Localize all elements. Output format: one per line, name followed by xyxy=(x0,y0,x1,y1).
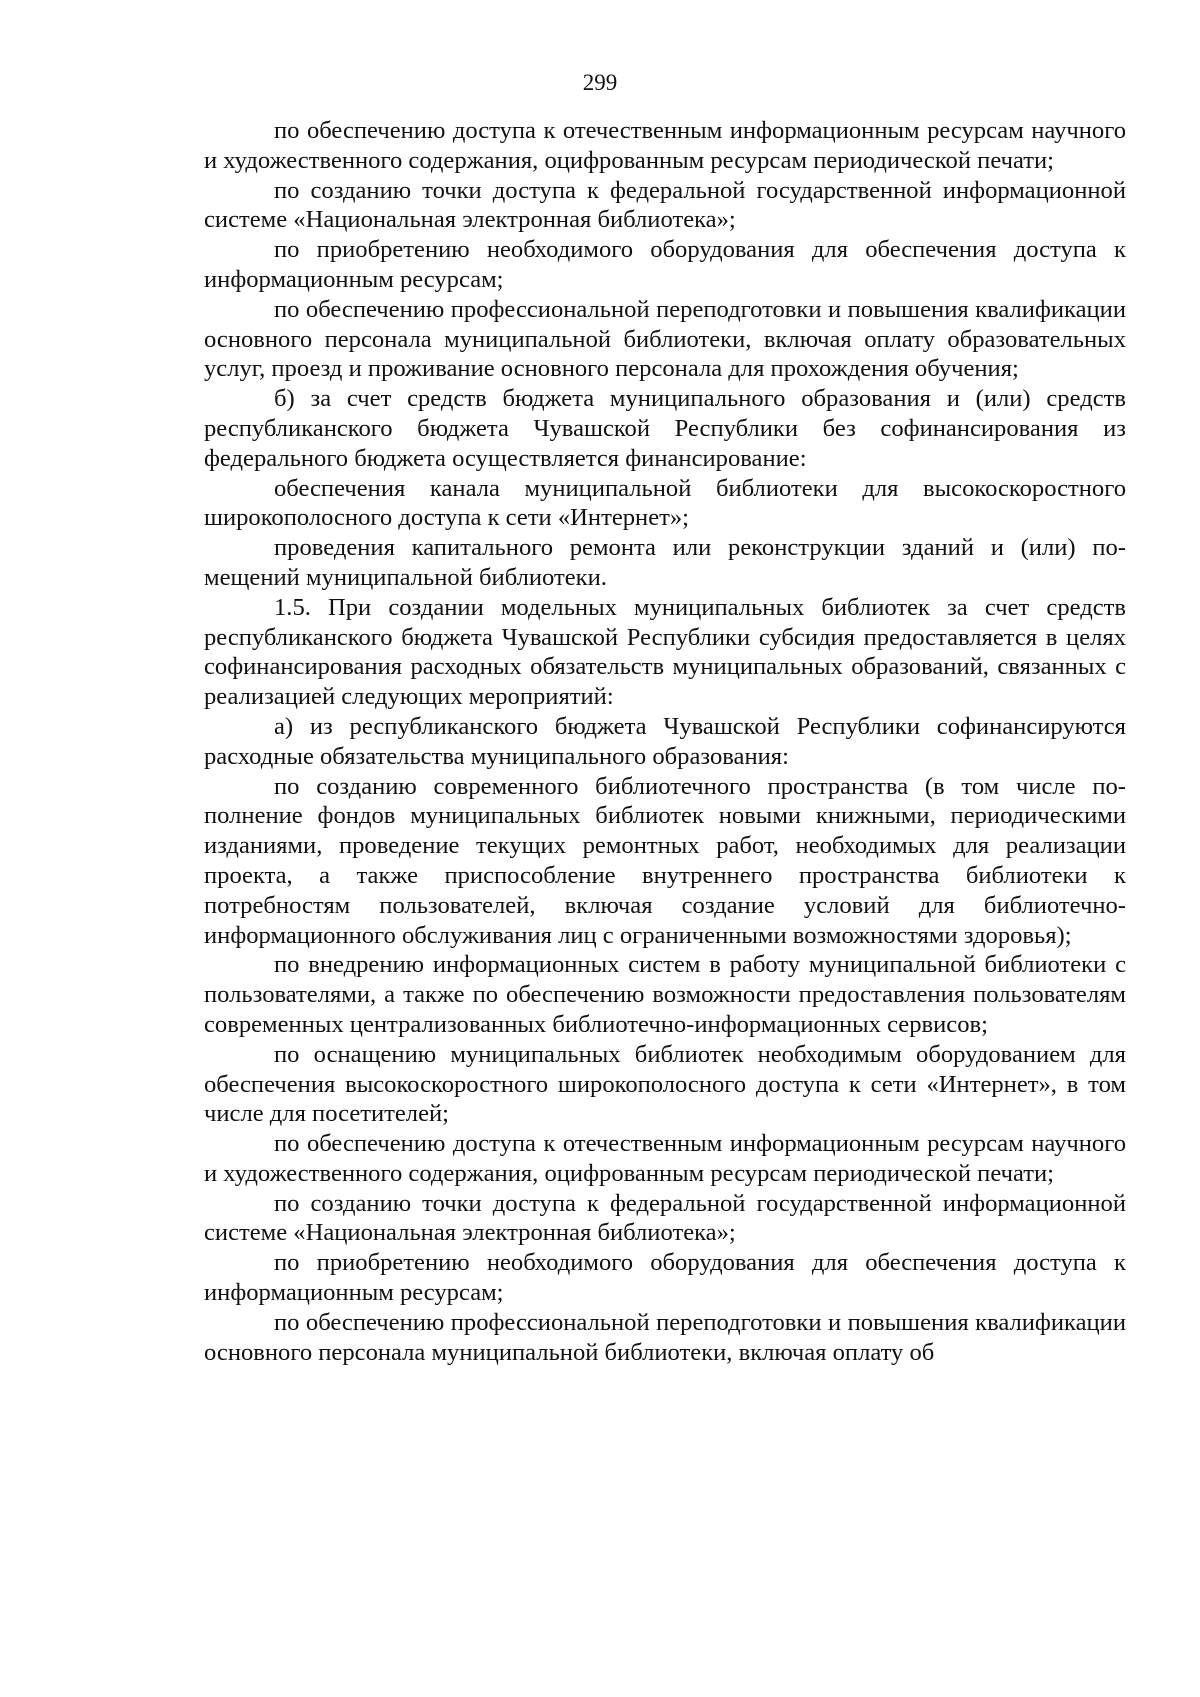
paragraph: по обеспечению доступа к отечественным информационным ресурсам научного и художественного содержания, оцифрованным ресурсам периодической печати; xyxy=(204,117,1126,174)
paragraph: б) за счет средств бюджета муниципального образования и (или) средств республиканского бюджета Чувашской Республики без софинансирования из федерального бюджета осуществляется финансирование: xyxy=(204,385,1126,472)
paragraph: по приобретению необходимого оборудования для обеспечения доступа к информационным ресурсам; xyxy=(204,1249,1126,1307)
paragraph: 1.5. При создании модельных муниципальных библиотек за счет средств республиканского бюджета Чувашской Республики субсидия предоставляется в целях софинансирования расходных обязательств муниципальных образований, связанных с реализацией следующих мероприятий: xyxy=(204,593,1126,711)
page-number: 299 xyxy=(582,70,618,95)
paragraph: обеспечения канала муниципальной библиотеки для высокоскоростного широкополосного доступа к сети «Интернет»; xyxy=(204,474,1126,532)
paragraph: по созданию точки доступа к федеральной государственной информационной системе «Национальная электронная библиотека»; xyxy=(204,176,1126,234)
paragraph: по внедрению информационных систем в работу муниципальной библиотеки с пользователями, а также по обеспечению возможности предоставления пользователям современных централизованных библиотечно-информационных сервисов; xyxy=(204,951,1126,1038)
paragraph: проведения капитального ремонта или реконструкции зданий и (или) помещений муниципальной библиотеки. xyxy=(204,534,1126,591)
paragraph: по созданию точки доступа к федеральной государственной информационной системе «Национальная электронная библиотека»; xyxy=(204,1189,1126,1247)
paragraph: по приобретению необходимого оборудования для обеспечения доступа к информационным ресурсам; xyxy=(204,236,1126,293)
paragraph: по обеспечению профессиональной переподготовки и повышения квалификации основного персонала муниципальной библиотеки, включая оплату образовательных услуг, проезд и проживание основного персонала для прохождения обучения; xyxy=(204,295,1126,383)
document-body xyxy=(204,116,1126,1367)
paragraph: по созданию современного библиотечного пространства (в том числе пополнение фондов муниципальных библиотек новыми книжными, периодическими изданиями, проведение текущих ремонтных работ, необходимых для реализации проекта, а также приспособление внутреннего пространства библиотеки к потребностям пользователей, включая создание условий для библиотечно-информационного обслуживания лиц с ограниченными возможностями здоровья); xyxy=(204,772,1126,949)
paragraph: по оснащению муниципальных библиотек необходимым оборудованием для обеспечения высокоскоростного широкополосного доступа к сети «Интернет», в том числе для посетителей; xyxy=(204,1040,1126,1128)
paragraph: по обеспечению доступа к отечественным информационным ресурсам научного и художественного содержания, оцифрованным ресурсам периодической печати; xyxy=(204,1130,1126,1187)
paragraph: по обеспечению профессиональной переподготовки и повышения квалификации основного персонала муниципальной библиотеки, включая оплату об xyxy=(204,1308,1126,1366)
paragraph: а) из республиканского бюджета Чувашской Республики софинансируются расходные обязательства муниципального образования: xyxy=(204,712,1126,770)
